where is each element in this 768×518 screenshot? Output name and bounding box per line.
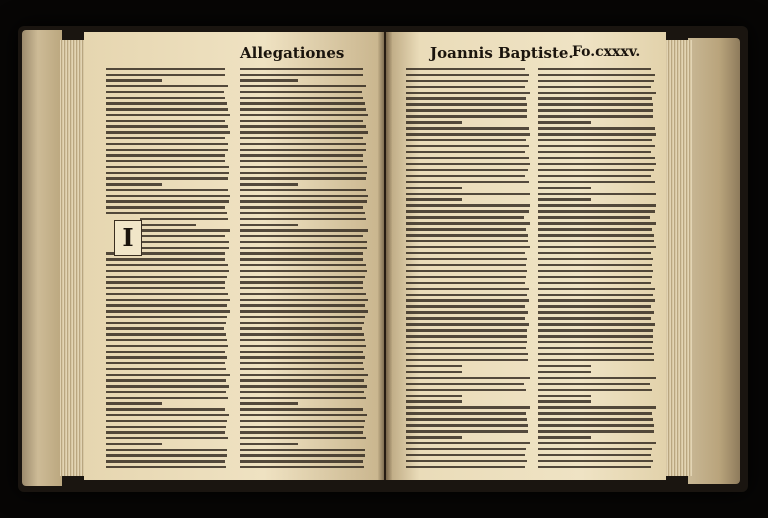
- text-line: [406, 294, 527, 296]
- text-line: [406, 311, 528, 313]
- text-line: [538, 109, 653, 111]
- text-line: [240, 449, 365, 451]
- text-line: [240, 281, 363, 283]
- text-line: [406, 133, 530, 135]
- text-line: [106, 143, 228, 145]
- text-line: [538, 74, 655, 76]
- text-line: [406, 193, 530, 195]
- text-line: [240, 322, 364, 324]
- text-line: [538, 418, 653, 420]
- text-line: [406, 139, 526, 141]
- text-line: [240, 304, 365, 306]
- text-line: [538, 80, 654, 82]
- text-line: [240, 247, 367, 249]
- text-line: [406, 460, 527, 462]
- text-line: [240, 385, 367, 387]
- text-line: [106, 420, 227, 422]
- text-line: [240, 102, 365, 104]
- left-cover-board: [22, 30, 62, 486]
- text-line: [538, 353, 654, 355]
- text-line: [240, 299, 368, 301]
- text-line: [240, 316, 365, 318]
- text-line: [406, 299, 529, 301]
- right-page-column-2: [538, 66, 656, 470]
- text-line: [240, 391, 364, 393]
- text-line: [538, 127, 655, 129]
- text-line: [240, 177, 366, 179]
- text-line: [240, 270, 367, 272]
- text-line: [106, 154, 225, 156]
- text-line: [538, 412, 652, 414]
- text-line: [538, 288, 655, 290]
- text-line: [240, 241, 367, 243]
- text-line: [538, 335, 653, 337]
- text-line: [406, 258, 527, 260]
- text-line: [106, 166, 229, 168]
- text-line: [406, 198, 462, 200]
- text-line: [106, 408, 225, 410]
- text-line: [538, 115, 653, 117]
- text-line: [106, 385, 229, 387]
- text-line: [106, 454, 227, 456]
- text-line: [140, 224, 196, 226]
- text-line: [106, 391, 226, 393]
- text-line: [106, 345, 228, 347]
- text-line: [106, 120, 225, 122]
- text-line: [106, 374, 230, 376]
- text-line: [106, 276, 227, 278]
- text-line: [240, 258, 363, 260]
- text-line: [240, 218, 366, 220]
- text-line: [240, 374, 368, 376]
- text-line: [106, 68, 225, 70]
- text-line: [538, 466, 651, 468]
- book-gutter: [378, 32, 392, 480]
- text-line: [106, 160, 225, 162]
- text-line: [106, 351, 225, 353]
- text-line: [538, 442, 656, 444]
- text-line: [240, 125, 366, 127]
- text-line: [240, 276, 365, 278]
- text-line: [106, 91, 224, 93]
- text-line: [240, 143, 366, 145]
- text-line: [106, 333, 226, 335]
- text-line: [406, 163, 530, 165]
- folio-number: Fo.cxxxv.: [572, 44, 641, 60]
- text-line: [538, 157, 655, 159]
- text-line: [406, 359, 528, 361]
- text-line: [240, 120, 363, 122]
- text-line: [406, 383, 524, 385]
- text-line: [406, 181, 529, 183]
- text-line: [406, 80, 528, 82]
- text-line: [538, 139, 652, 141]
- text-line: [406, 151, 525, 153]
- text-line: [106, 206, 225, 208]
- text-line: [106, 466, 226, 468]
- text-line: [240, 149, 366, 151]
- text-line: [538, 347, 652, 349]
- text-line: [106, 183, 162, 185]
- text-line: [538, 383, 650, 385]
- text-line: [406, 418, 527, 420]
- text-line: [406, 323, 529, 325]
- text-line: [240, 414, 367, 416]
- text-line: [140, 218, 228, 220]
- text-line: [538, 222, 656, 224]
- text-line: [406, 175, 525, 177]
- text-line: [538, 270, 653, 272]
- text-line: [538, 258, 653, 260]
- text-line: [406, 270, 527, 272]
- text-line: [240, 189, 366, 191]
- text-line: [406, 365, 462, 367]
- text-line: [538, 68, 651, 70]
- text-line: [106, 74, 225, 76]
- text-line: [140, 241, 229, 243]
- text-line: [406, 157, 529, 159]
- text-line: [240, 74, 363, 76]
- text-line: [106, 172, 229, 174]
- text-line: [538, 317, 651, 319]
- text-line: [406, 317, 525, 319]
- text-line: [406, 109, 527, 111]
- text-line: [106, 177, 228, 179]
- text-line: [106, 362, 225, 364]
- text-line: [240, 195, 368, 197]
- text-line: [538, 305, 651, 307]
- right-running-head: Joannis Baptiste.: [430, 44, 574, 62]
- text-line: [538, 359, 654, 361]
- text-line: [240, 252, 363, 254]
- text-line: [406, 329, 527, 331]
- text-line: [406, 448, 526, 450]
- text-line: [406, 282, 525, 284]
- text-line: [106, 356, 227, 358]
- text-line: [406, 97, 526, 99]
- text-line: [406, 228, 526, 230]
- text-line: [240, 166, 367, 168]
- text-line: [538, 228, 652, 230]
- text-line: [538, 294, 653, 296]
- text-line: [240, 160, 363, 162]
- text-line: [106, 200, 229, 202]
- text-line: [406, 204, 530, 206]
- text-line: [538, 448, 652, 450]
- text-line: [240, 91, 362, 93]
- text-line: [240, 131, 368, 133]
- text-line: [240, 466, 364, 468]
- text-line: [406, 406, 530, 408]
- text-line: [240, 379, 364, 381]
- left-page: [84, 32, 384, 480]
- text-line: [538, 400, 591, 402]
- text-line: [538, 103, 653, 105]
- text-line: [106, 431, 225, 433]
- text-line: [406, 377, 530, 379]
- text-line: [538, 276, 652, 278]
- woodcut-initial-letter: I: [122, 223, 134, 252]
- left-running-head: Allegationes: [240, 44, 345, 62]
- right-cover-board: [688, 38, 740, 484]
- text-line: [406, 347, 526, 349]
- text-line: [538, 175, 651, 177]
- text-line: [538, 424, 654, 426]
- text-line: [406, 145, 529, 147]
- text-line: [106, 322, 226, 324]
- text-line: [240, 206, 363, 208]
- text-line: [240, 402, 298, 404]
- text-line: [240, 212, 365, 214]
- text-line: [240, 368, 364, 370]
- text-line: [240, 460, 363, 462]
- text-line: [106, 189, 228, 191]
- text-line: [106, 310, 230, 312]
- text-line: [538, 365, 591, 367]
- text-line: [106, 258, 225, 260]
- text-line: [538, 169, 654, 171]
- text-line: [406, 276, 526, 278]
- text-line: [406, 442, 530, 444]
- text-line: [538, 329, 653, 331]
- text-line: [240, 397, 366, 399]
- text-line: [406, 127, 529, 129]
- text-line: [240, 287, 363, 289]
- text-line: [106, 114, 230, 116]
- text-line: [240, 200, 367, 202]
- text-line: [538, 371, 591, 373]
- text-line: [106, 264, 228, 266]
- text-line: [406, 341, 527, 343]
- text-line: [240, 437, 366, 439]
- text-line: [406, 169, 528, 171]
- text-line: [240, 79, 298, 81]
- right-page-column-1: [406, 66, 530, 470]
- text-line: [240, 172, 367, 174]
- text-line: [406, 86, 525, 88]
- text-line: [406, 103, 527, 105]
- text-line: [106, 108, 228, 110]
- text-line: [240, 333, 364, 335]
- text-line: [106, 402, 162, 404]
- text-line: [106, 79, 162, 81]
- text-line: [538, 377, 656, 379]
- text-line: [538, 395, 591, 397]
- text-line: [538, 181, 655, 183]
- text-line: [538, 264, 652, 266]
- right-page-edges: [664, 40, 692, 476]
- text-line: [240, 408, 363, 410]
- text-line: [106, 125, 228, 127]
- text-line: [240, 339, 365, 341]
- text-line: [538, 145, 655, 147]
- text-line: [106, 414, 229, 416]
- text-line: [240, 97, 363, 99]
- text-line: [140, 235, 225, 237]
- text-line: [538, 163, 656, 165]
- text-line: [240, 426, 364, 428]
- text-line: [406, 121, 462, 123]
- text-line: [106, 97, 225, 99]
- text-line: [406, 335, 527, 337]
- text-line: [406, 412, 526, 414]
- text-line: [538, 282, 651, 284]
- text-line: [240, 310, 368, 312]
- text-line: [106, 304, 227, 306]
- text-line: [406, 210, 529, 212]
- text-line: [140, 229, 230, 231]
- text-line: [538, 406, 656, 408]
- text-line: [240, 235, 363, 237]
- text-line: [106, 443, 162, 445]
- text-line: [538, 299, 655, 301]
- text-line: [406, 389, 526, 391]
- text-line: [538, 246, 656, 248]
- text-line: [106, 287, 225, 289]
- text-line: [538, 454, 651, 456]
- text-line: [406, 92, 530, 94]
- text-line: [406, 216, 524, 218]
- text-line: [406, 187, 462, 189]
- text-line: [140, 247, 229, 249]
- text-line: [106, 299, 230, 301]
- text-line: [406, 222, 530, 224]
- text-line: [106, 212, 227, 214]
- text-line: [240, 443, 298, 445]
- text-line: [106, 339, 227, 341]
- text-line: [106, 281, 225, 283]
- text-line: [406, 246, 530, 248]
- left-page-column-1: [106, 66, 230, 470]
- text-line: [406, 234, 528, 236]
- text-line: [406, 466, 525, 468]
- text-line: [106, 437, 228, 439]
- text-line: [240, 224, 298, 226]
- text-line: [240, 108, 366, 110]
- text-line: [406, 305, 525, 307]
- text-line: [406, 395, 462, 397]
- text-line: [106, 293, 228, 295]
- text-line: [106, 460, 225, 462]
- text-line: [106, 327, 224, 329]
- text-line: [406, 240, 528, 242]
- left-page-edges: [60, 40, 86, 476]
- text-line: [538, 121, 591, 123]
- text-line: [406, 68, 525, 70]
- text-line: [406, 353, 528, 355]
- text-line: [106, 195, 230, 197]
- text-line: [106, 316, 227, 318]
- text-line: [240, 154, 363, 156]
- text-line: [106, 85, 228, 87]
- text-line: [538, 323, 655, 325]
- text-line: [538, 198, 591, 200]
- left-page-column-2: [240, 66, 368, 470]
- text-line: [240, 431, 363, 433]
- text-line: [538, 210, 655, 212]
- text-line: [538, 341, 653, 343]
- text-line: [538, 252, 651, 254]
- right-page: [386, 32, 666, 480]
- text-line: [538, 97, 652, 99]
- text-line: [406, 371, 462, 373]
- text-line: [406, 115, 527, 117]
- text-line: [240, 293, 366, 295]
- text-line: [406, 288, 529, 290]
- text-line: [240, 137, 363, 139]
- text-line: [538, 86, 651, 88]
- text-line: [106, 102, 227, 104]
- text-line: [538, 151, 651, 153]
- text-line: [538, 187, 591, 189]
- text-line: [106, 397, 228, 399]
- text-line: [538, 389, 652, 391]
- text-line: [538, 234, 654, 236]
- text-line: [406, 436, 462, 438]
- text-line: [538, 133, 656, 135]
- text-line: [538, 311, 654, 313]
- text-line: [240, 356, 365, 358]
- text-line: [240, 85, 366, 87]
- woodcut-initial: [114, 220, 142, 256]
- text-line: [240, 327, 362, 329]
- text-line: [106, 379, 226, 381]
- text-line: [106, 449, 227, 451]
- text-line: [538, 240, 654, 242]
- text-line: [406, 74, 529, 76]
- text-line: [538, 204, 656, 206]
- text-line: [240, 345, 366, 347]
- text-line: [406, 400, 462, 402]
- text-line: [406, 454, 525, 456]
- text-line: [106, 270, 229, 272]
- text-line: [240, 114, 368, 116]
- text-line: [538, 92, 656, 94]
- text-line: [406, 424, 528, 426]
- text-line: [406, 264, 526, 266]
- text-line: [538, 193, 656, 195]
- text-line: [106, 426, 226, 428]
- text-line: [240, 183, 298, 185]
- text-line: [240, 362, 363, 364]
- text-line: [106, 137, 225, 139]
- text-line: [106, 368, 226, 370]
- text-line: [106, 149, 228, 151]
- text-line: [538, 216, 650, 218]
- text-line: [240, 229, 368, 231]
- text-line: [538, 436, 591, 438]
- text-line: [406, 430, 528, 432]
- text-line: [406, 252, 525, 254]
- text-line: [240, 420, 365, 422]
- text-line: [240, 68, 363, 70]
- text-line: [240, 454, 365, 456]
- text-line: [538, 460, 653, 462]
- text-line: [538, 430, 654, 432]
- text-line: [240, 264, 366, 266]
- text-line: [240, 351, 363, 353]
- text-line: [106, 131, 230, 133]
